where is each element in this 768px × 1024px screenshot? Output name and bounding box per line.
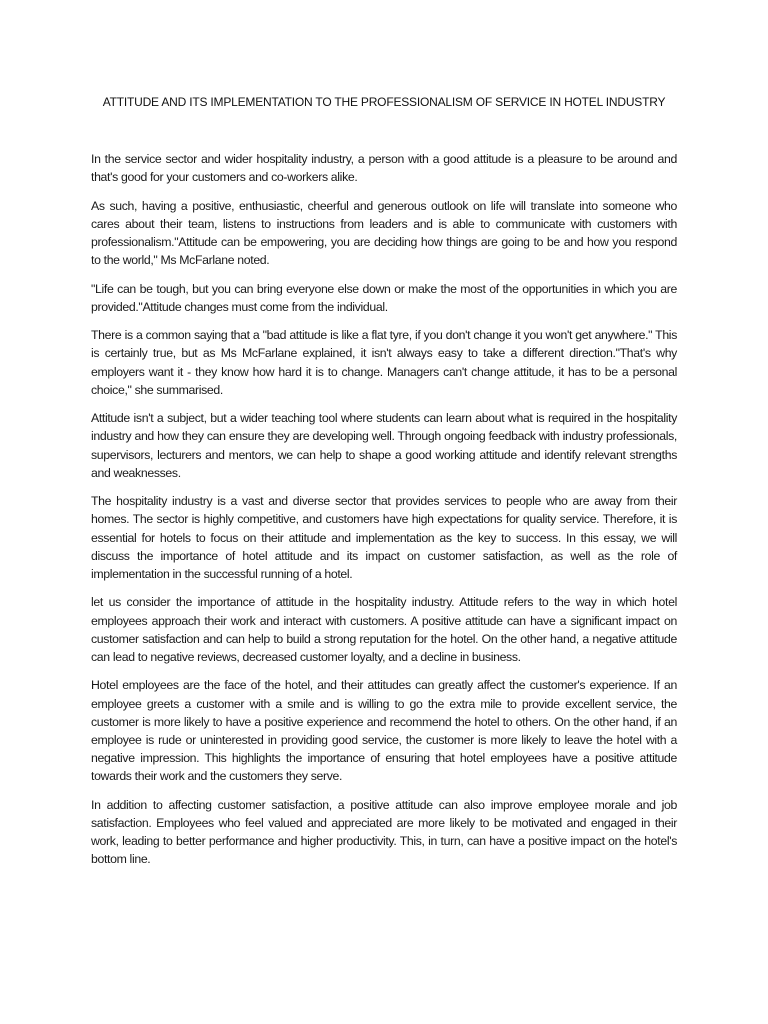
paragraph: The hospitality industry is a vast and diverse sector that provides services to people who are away from their homes. The sector is highly competitive, and customers have high expectations for quality service. Therefore, it is essential for hotels to focus on their attitude and implementation as the key to success. In this essay, we will discuss the importance of hotel attitude and its impact on customer satisfaction, as well as the role of implementation in the successful running of a hotel. — [91, 494, 677, 581]
paragraph: "Life can be tough, but you can bring everyone else down or make the most of the opportunities in which you are provided."Attitude changes must come from the individual. — [91, 281, 677, 314]
paragraph: Hotel employees are the face of the hotel, and their attitudes can greatly affect the customer's experience. If an employee greets a customer with a smile and is willing to go the extra mile to provide excellent service, the customer is more likely to have a positive experience and recommend the hotel to others. On the other hand, if an employee is rude or uninterested in providing good service, the customer is more likely to leave the hotel with a negative impression. This highlights the importance of ensuring that hotel employees have a positive attitude towards their work and the customers they serve. — [91, 678, 677, 784]
paragraph: In the service sector and wider hospitality industry, a person with a good attitude is a pleasure to be around and that's good for your customers and co-workers alike. — [91, 152, 677, 185]
paragraph: let us consider the importance of attitude in the hospitality industry. Attitude refers to the way in which hotel employees approach their work and interact with customers. A positive attitude can have a significant impact on customer satisfaction and can help to build a strong reputation for the hotel. On the other hand, a negative attitude can lead to negative reviews, decreased customer loyalty, and a decline in business. — [91, 595, 677, 664]
paragraph: As such, having a positive, enthusiastic, cheerful and generous outlook on life will translate into someone who cares about their team, listens to instructions from leaders and is able to communicate with customers with professionalism."Attitude can be empowering, you are deciding how things are going to be and how you respond to the world," Ms McFarlane noted. — [91, 198, 677, 268]
paragraph: Attitude isn't a subject, but a wider teaching tool where students can learn about what is required in the hospitality industry and how they can ensure they are developing well. Through ongoing feedback with industry professionals, supervisors, lecturers and mentors, we can help to shape a good working attitude and identify relevant strengths and weaknesses. — [91, 411, 677, 480]
paragraph: In addition to affecting customer satisfaction, a positive attitude can also improve employee morale and job satisfaction. Employees who feel valued and appreciated are more likely to be motivated and engaged in their work, leading to better performance and higher productivity. This, in turn, can have a positive impact on the hotel's bottom line. — [91, 797, 677, 867]
document-body — [91, 150, 677, 879]
document-title: ATTITUDE AND ITS IMPLEMENTATION TO THE PROFESSIONALISM OF SERVICE IN HOTEL INDUSTRY — [102, 95, 666, 109]
paragraph: There is a common saying that a "bad attitude is like a flat tyre, if you don't change it you won't get anywhere." This is certainly true, but as Ms McFarlane explained, it isn't always easy to take a different direction."That's why employers want it - they know how hard it is to change. Managers can't change attitude, it has to be a personal choice," she summarised. — [91, 328, 677, 397]
